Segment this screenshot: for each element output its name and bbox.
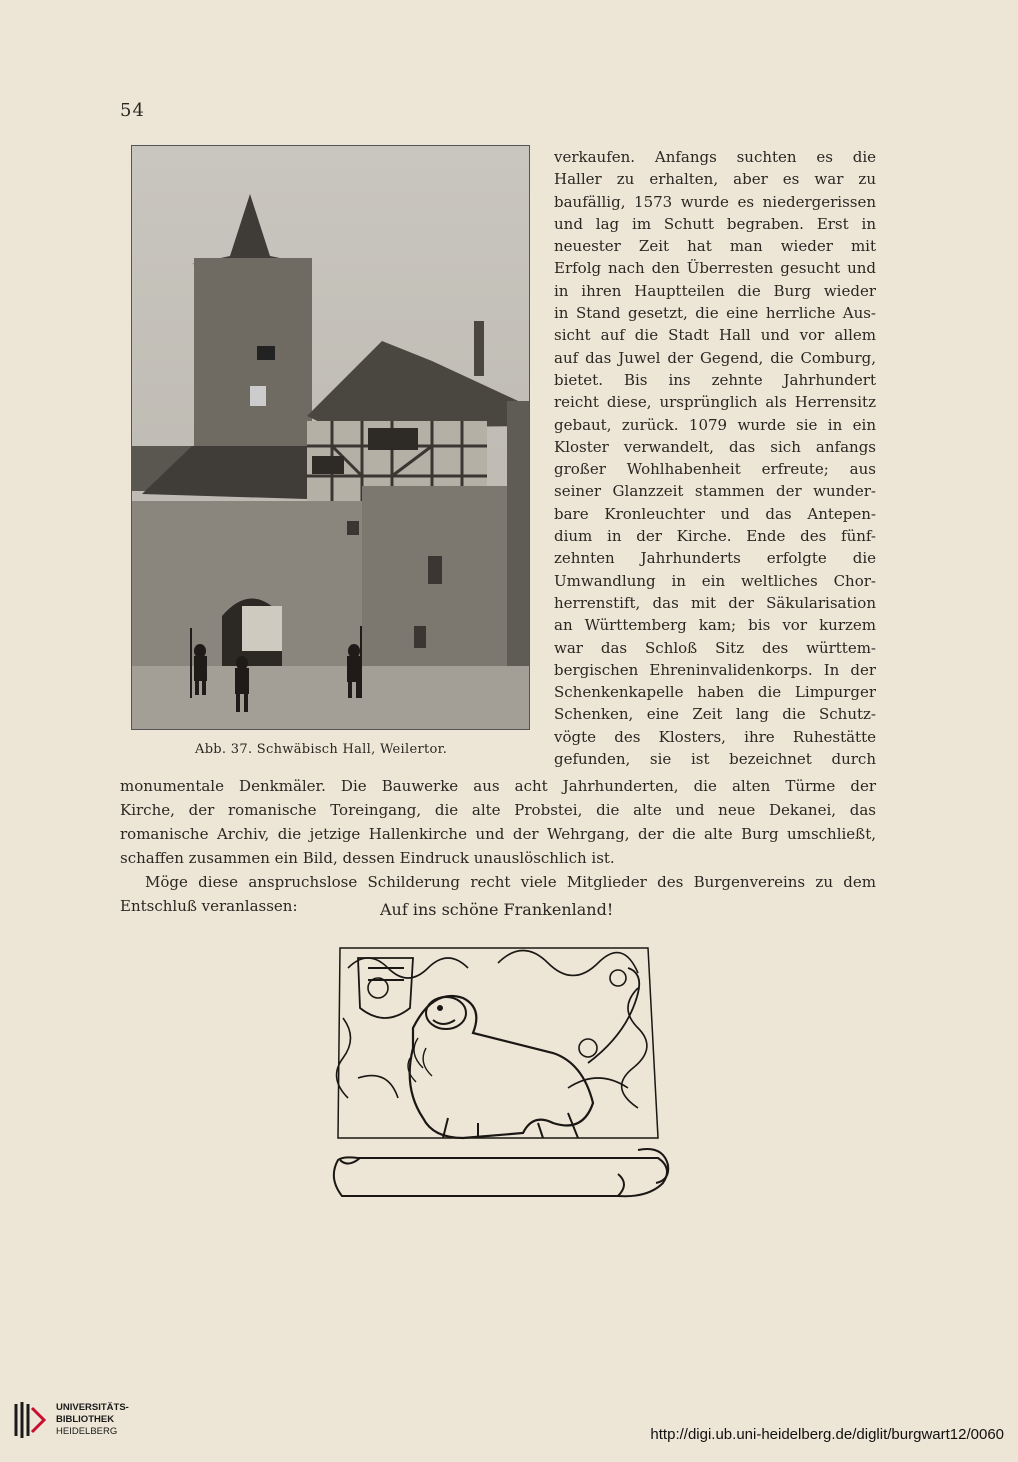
library-name-line-2: BIBLIOTHEK [56, 1414, 115, 1425]
text-line: auf das Juwel der Gegend, die Comburg, [554, 348, 876, 367]
text-line: zehnten Jahrhunderts erfolgte die [554, 549, 876, 568]
text-line: seiner Glanzzeit stammen der wunder- [554, 482, 876, 501]
text-line: baufällig, 1573 wurde es niedergerissen [554, 192, 876, 211]
text-line: bietet. Bis ins zehnte Jahrhundert [554, 370, 876, 389]
text-line: war das Schloß Sitz des württem- [554, 638, 876, 657]
text-line: neuester Zeit hat man wieder mit [554, 237, 876, 256]
text-line: Schenken, eine Zeit lang die Schutz- [554, 705, 876, 724]
text-line: Möge diese anspruchslose Schilderung recht viele Mitglieder des Burgenvereins zu dem [145, 873, 876, 891]
text-line: Erfolg nach den Überresten gesucht und [554, 259, 876, 278]
text-line: reicht diese, ursprünglich als Herrensitz [554, 393, 876, 412]
library-logo-icon [12, 1400, 48, 1440]
text-line: großer Wohlhabenheit erfreute; aus [554, 460, 876, 479]
text-line: vögte des Klosters, ihre Ruhestätte [554, 727, 876, 746]
closing-line: Auf ins schöne Frankenland! [380, 900, 614, 919]
text-column [554, 146, 876, 770]
text-line: romanische Archiv, die jetzige Hallenkirche und der Wehrgang, der die alte Burg umschließt, [120, 825, 876, 843]
text-line: monumentale Denkmäler. Die Bauwerke aus acht Jahrhunderten, die alten Türme der [120, 777, 876, 795]
text-line: bare Kronleuchter und das Antepen- [554, 504, 876, 523]
full-width-text [120, 774, 876, 918]
source-url-link[interactable]: http://digi.ub.uni-heidelberg.de/diglit/burgwart12/0060 [650, 1426, 1004, 1443]
text-line: Entschluß veranlassen: [120, 897, 298, 915]
figure-photo-weilertor [131, 145, 530, 730]
text-line: gebaut, zurück. 1079 wurde sie in ein [554, 415, 876, 434]
text-line: sicht auf die Stadt Hall und vor allem [554, 326, 876, 345]
text-line: verkaufen. Anfangs suchten es die [554, 148, 876, 166]
lion-vignette-illustration [318, 928, 678, 1216]
page-number: 54 [120, 100, 145, 121]
text-line: herrenstift, das mit der Säkularisation [554, 593, 876, 612]
text-line: an Württemberg kam; bis vor kurzem [554, 616, 876, 635]
text-line: Kloster verwandelt, das sich anfangs [554, 437, 876, 456]
text-line: und lag im Schutt begraben. Erst in [554, 214, 876, 233]
library-name-line-1: UNIVERSITÄTS- [56, 1402, 129, 1413]
library-name-line-3: HEIDELBERG [56, 1426, 118, 1437]
text-line: gefunden, sie ist bezeichnet durch [554, 750, 876, 769]
text-line: bergischen Ehreninvalidenkorps. In der [554, 660, 876, 679]
text-line: in ihren Hauptteilen die Burg wieder [554, 281, 876, 300]
text-line: Schenkenkapelle haben die Limpurger [554, 683, 876, 702]
text-line: in Stand gesetzt, die eine herrliche Aus- [554, 304, 876, 323]
text-line: Haller zu erhalten, aber es war zu [554, 170, 876, 189]
library-logo [12, 1400, 142, 1444]
text-line: Umwandlung in ein weltliches Chor- [554, 571, 876, 590]
text-line: Kirche, der romanische Toreingang, die alte Probstei, die alte und neue Dekanei, das [120, 801, 876, 819]
text-line: schaffen zusammen ein Bild, dessen Eindruck unauslöschlich ist. [120, 849, 615, 867]
text-line: dium in der Kirche. Ende des fünf- [554, 527, 876, 546]
figure-caption: Abb. 37. Schwäbisch Hall, Weilertor. [195, 742, 448, 757]
